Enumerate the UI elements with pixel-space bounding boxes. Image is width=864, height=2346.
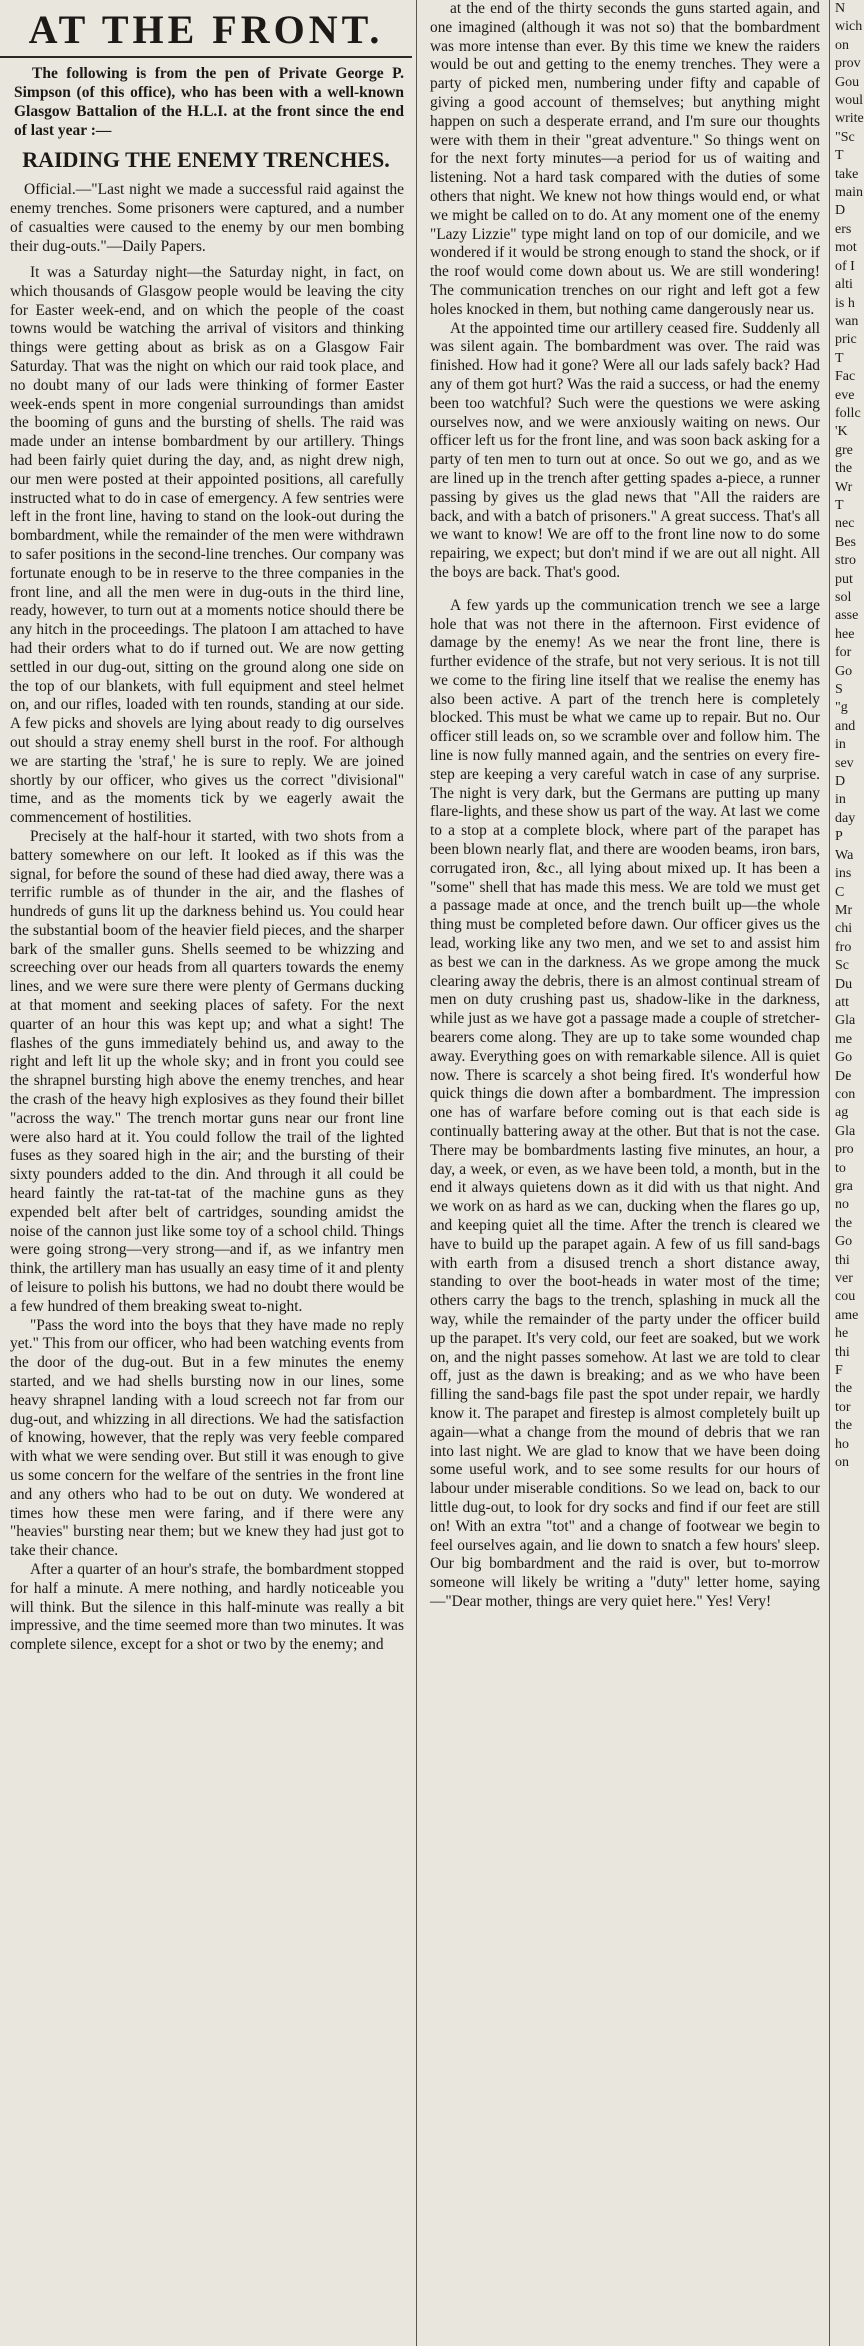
clipped-neighbour-text: T bbox=[835, 350, 844, 366]
clipped-neighbour-text: on bbox=[835, 37, 849, 53]
clipped-neighbour-text: con bbox=[835, 1086, 856, 1102]
clipped-neighbour-text: ag bbox=[835, 1105, 849, 1121]
body-paragraph: A few yards up the communication trench we see a large hole that was not there in the afternoon. First evidence of damage by the enemy! As we near the front line, there is further evidence of the strafe, but not very serious. It is not till we come to the firing line itself that we realise the enemy has also been active. A part of the trench here is completely blocked. This must be what we came up to repair. But no. Our officer still leads on, so we scramble over and follow him. The line is now fully manned again, and the sentries on every fire-step are keeping a very careful watch in case of any surprise. The night is very dark, but the Germans are putting up many flare-lights, and these show us part of the way. At last we come to a stop at a complete block, where part of the parapet has been blown nearly flat, and there are wooden beams, iron bars, corrugated iron, &c., all lying about mixed up. It has been a "some" shell that has made this mess. We are told we must get a passage made at once, and the trench built up—the whole thing must be completed before dawn. Our officer gives us the lead, working like any two men, and we set to and assist him as best we can in the darkness. As we grope among the muck clearing away the debris, there is an almost continual stream of men on duty crushing past us, shadow-like in the darkness, while just as we have got a passage made a couple of stretcher-bearers come along. They are up to take some wounded chap away. Everything goes on with remarkable silence. All is quiet now. There is scarcely a shot being fired. It's wonderful how quick things die down after a bombardment. The impression one has of warfare before coming out is that each side is continually battering away at the other. But that is not the case. There may be bombardments lasting five minutes, an hour, a day, a week, or even, as we have been told, a month, but in the end it always quietens down as it did with us that night. And we work on as hard as we can, ducking when the flares go up, and keeping quiet all the time. After the trench is cleared we have to build up the parapet again. A few of us fill sand-bags with earth from a disused trench a short distance away, standing to over the boot-heads in water most of the time; others carry the bags to the trench, splashing in muck all the way, while the remainder of the party under the officer build up the parapet. It's very cold, our feet are soaked, but we work on, and the night passes somehow. At last we are told to clear off, just as the dawn is breaking; and as we who have been filling the sand-bags file past the spot under repair, we hardly know it. The parapet and firestep is almost completely built up again—what a change from the mound of debris that we ran into last night. We are glad to know that we have been doing some useful work, and to see some results for our hours of labour under miserable conditions. So we lead on, back to our little dug-out, to look for dry socks and find if our feet are still on! With an extra "tot" and a change of footwear we begin to feel ourselves again, and lie down to snatch a few hours' sleep. Our big bombardment and the raid is over, but to-morrow someone will likely be writing a "duty" letter home, saying—"Dear mother, things are very quiet here." Yes! Very! bbox=[430, 596, 820, 1610]
clipped-neighbour-text: take bbox=[835, 166, 859, 182]
clipped-neighbour-text: me bbox=[835, 1031, 853, 1047]
article-headline: RAIDING THE ENEMY TRENCHES. bbox=[22, 147, 390, 172]
official-quote: Official.—"Last night we made a successful raid against the enemy trenches. Some prisoners were captured, and a number of casualties were caused to the enemy by our men bombing their dug-outs."—Daily Papers. bbox=[10, 181, 404, 255]
column-rule bbox=[829, 0, 830, 2346]
clipped-neighbour-text: woul bbox=[835, 93, 863, 109]
article-column-1 bbox=[0, 0, 412, 1655]
clipped-neighbour-text: Gla bbox=[835, 1013, 856, 1029]
body-paragraph: At the appointed time our artillery ceased fire. Suddenly all was silent again. The bombardment was over. The raid was finished. How had it gone? Were all our lads safely back? Had any of them got hurt? Was the raid a success, or had the enemy been too watchful? Such were the questions we were asking ourselves now, and we were anxiously waiting on news. Our officer left us for the front line, and was soon back asking for a party of ten men to turn out at once. So out we go, and as we are lined up in the trench after getting spades a-piece, a runner passing by gives us the glad news that "All the raiders are back, and with a batch of prisoners." A great success. That's all we want to know! We are off to the front line now to do some repairing, we expect; but don't mind if we are out all night. All the boys are back. That's good. bbox=[430, 319, 820, 581]
clipped-neighbour-text: Gou bbox=[835, 74, 860, 90]
clipped-neighbour-text: thi bbox=[835, 1252, 850, 1268]
clipped-neighbour-text: in bbox=[835, 737, 846, 753]
clipped-neighbour-text: and bbox=[835, 718, 856, 734]
clipped-neighbour-text: "g bbox=[835, 700, 848, 716]
clipped-neighbour-text: Du bbox=[835, 976, 853, 992]
body-paragraph: "Pass the word into the boys that they have made no reply yet." This from our officer, who had been watching events from the door of the dug-out. But in a few minutes the enemy started, and we had shells bursting now in our lines, some heavy shrapnel landing with a loud screech not far from our dug-out, and whizzing in all directions. We had the satisfaction of knowing, however, that the reply was very feeble compared with what we were sending over. But still it was enough to give us some concern for the welfare of the sentries in the front line and any others who had to be out on duty. We wondered at times how these men were faring, and if there were any "heavies" bursting near them; but we knew they had just got to take their chance. bbox=[10, 1316, 404, 1560]
clipped-neighbour-text: write bbox=[835, 111, 864, 127]
clipped-neighbour-text: wich bbox=[835, 19, 863, 35]
intro-paragraph: The following is from the pen of Private George P. Simpson (of this office), who has been with a well-known Glasgow Battalion of the H.L.I. at the front since the end of last year :— bbox=[14, 65, 404, 139]
clipped-neighbour-text: tor bbox=[835, 1399, 851, 1415]
clipped-neighbour-text: ver bbox=[835, 1271, 853, 1287]
clipped-neighbour-text: Mr bbox=[835, 902, 853, 918]
clipped-neighbour-text: alti bbox=[835, 277, 853, 293]
clipped-neighbour-text: Sc bbox=[835, 958, 849, 974]
clipped-neighbour-text: main bbox=[835, 185, 863, 201]
title-rule bbox=[0, 56, 412, 58]
clipped-neighbour-text: 'K bbox=[835, 424, 848, 440]
clipped-neighbour-text: ame bbox=[835, 1307, 859, 1323]
clipped-neighbour-text: Wa bbox=[835, 847, 854, 863]
clipped-neighbour-text: Fac bbox=[835, 369, 856, 385]
clipped-neighbour-text: ins bbox=[835, 866, 852, 882]
clipped-neighbour-text: N bbox=[835, 1, 846, 16]
clipped-neighbour-text: Bes bbox=[835, 534, 856, 550]
clipped-neighbour-text: gre bbox=[835, 442, 853, 458]
clipped-neighbour-text: the bbox=[835, 461, 853, 477]
column-1-body bbox=[0, 264, 412, 1655]
clipped-neighbour-text: ers bbox=[835, 221, 852, 237]
column-rule bbox=[416, 0, 417, 2346]
clipped-neighbour-text: wan bbox=[835, 313, 859, 329]
article-column-2 bbox=[424, 0, 824, 1612]
clipped-neighbour-text: hee bbox=[835, 626, 855, 642]
clipped-neighbour-text: sol bbox=[835, 590, 852, 605]
column-2-lower-body bbox=[424, 597, 824, 1612]
right-edge-column bbox=[832, 0, 864, 1473]
clipped-neighbour-text: for bbox=[835, 645, 852, 661]
clipped-neighbour-text: Go bbox=[835, 663, 853, 679]
clipped-neighbour-text: Go bbox=[835, 1234, 853, 1250]
clipped-neighbour-text: of I bbox=[835, 258, 855, 274]
clipped-neighbour-text: nec bbox=[835, 516, 855, 532]
clipped-neighbour-text: prov bbox=[835, 56, 861, 72]
clipped-neighbour-text: is h bbox=[835, 295, 855, 311]
clipped-neighbour-text: day bbox=[835, 810, 856, 826]
body-paragraph: After a quarter of an hour's strafe, the bombardment stopped for half a minute. A mere nothing, and hardly noticeable you will think. But the silence in this half-minute was really a bit impressive, and the time seemed more than two minutes. It was complete silence, except for a shot or two by the enemy; and bbox=[10, 1560, 404, 1654]
clipped-neighbour-text: the bbox=[835, 1418, 853, 1434]
clipped-neighbour-text: fro bbox=[835, 939, 852, 955]
clipped-neighbour-text: follc bbox=[835, 405, 861, 421]
clipped-neighbour-text: pro bbox=[835, 1142, 854, 1158]
clipped-neighbour-text: on bbox=[835, 1455, 849, 1471]
clipped-neighbour-text: sev bbox=[835, 755, 854, 771]
clipped-neighbour-text: ho bbox=[835, 1436, 849, 1452]
clipped-neighbour-text: att bbox=[835, 994, 849, 1010]
clipped-neighbour-text: D bbox=[835, 203, 846, 219]
clipped-neighbour-text: S bbox=[835, 682, 843, 698]
clipped-neighbour-text: cou bbox=[835, 1289, 856, 1305]
clipped-neighbour-text: T bbox=[835, 148, 844, 164]
clipped-neighbour-text: P bbox=[835, 829, 843, 845]
clipped-neighbour-text: gra bbox=[835, 1179, 853, 1194]
clipped-neighbour-text: mot bbox=[835, 240, 857, 256]
clipped-neighbour-text: chi bbox=[835, 921, 853, 937]
clipped-neighbour-text: C bbox=[835, 884, 845, 900]
page-title: AT THE FRONT. bbox=[28, 7, 384, 52]
clipped-neighbour-text: thi bbox=[835, 1344, 850, 1360]
clipped-neighbour-text: Gla bbox=[835, 1123, 856, 1139]
clipped-neighbour-text: in bbox=[835, 792, 846, 808]
body-paragraph: Precisely at the half-hour it started, with two shots from a battery somewhere on our left. It looked as if this was the signal, for before the sound of these had died away, there was a terrific rumble as of thunder in the air, and the flashes of hundreds of guns lit up the darkness behind us. You could hear the substantial boom of the heavier field pieces, and the sharper bark of the smaller guns. Shells seemed to be whizzing and screeching over our heads from all quarters towards the enemy lines, and we were sure there were plenty of Germans ducking at that moment and seeking places of safety. For the next quarter of an hour this was kept up; and what a sight! The flashes of the guns immediately behind us, and away to the right and left lit up the whole sky; and in front you could see the shrapnel bursting high above the enemy trenches, and hear the crash of the heavy high explosives as they found their billet "across the way." The trench mortar guns near our front line were also hard at it. You could follow the trail of the lighted fuses as they soared high in the air; and the bursting of their sixty pounders added to the din. And through it all could be heard faintly the rat-tat-tat of the machine guns as they expended belt after belt of cartridges, sounding amidst the noise of the cannon just like some toy of a school child. Things were going strong—very strong—and if, as we infantry men think, the artillery man has usually an easy time of it and plenty of leisure to polish his buttons, we had no doubt there would be a few hundred of them breaking sweat to-night. bbox=[10, 827, 404, 1315]
clipped-neighbour-text: pric bbox=[835, 332, 857, 348]
clipped-neighbour-text: he bbox=[835, 1326, 849, 1342]
clipped-neighbour-text: Wr bbox=[835, 479, 853, 495]
clipped-neighbour-text: stro bbox=[835, 553, 856, 569]
section-gap bbox=[424, 583, 824, 597]
clipped-neighbour-text: asse bbox=[835, 608, 859, 624]
body-paragraph: at the end of the thirty seconds the guns started again, and one imagined (although it was not so) that the bombardment was more intense than ever. By this time we knew the raiders would be out and getting to the enemy trenches. They were a party of picked men, numbering under fifty and capable of giving a good account of themselves; but anything might happen on such a desperate errand, and I'm sure our thoughts were with them in their "great adventure." So things went on for the next forty minutes—a period for us of waiting and listening. Not a hard task compared with the duties of some others that night. We knew not how things would end, or what we might be called on to do. At any moment one of the enemy "Lazy Lizzie" type might land on top of our domicile, and we wondered if it would be strong enough to stand the shock, or if the roof would come down about us. We are still wondering! The communication trenches on our right and left got a few holes knocked in them, but nothing came dangerously near us. bbox=[430, 0, 820, 318]
body-paragraph: It was a Saturday night—the Saturday night, in fact, on which thousands of Glasgow people would be leaving the city for Easter week-end, and on which the people of the coast towns would be watching the arrival of visitors and thinking things were getting about as brisk as on a Glasgow Fair Saturday. That was the night on which our raid took place, and no doubt many of our lads were thinking of former Easter week-ends spent in more congenial surroundings than amidst the booming of guns and the bursting of shells. The raid was made under an intense bombardment by our artillery. Things had been fairly quiet during the day, and, as night drew nigh, our men were posted at their appointed positions, all carefully instructed what to do in case of emergency. A few sentries were left in the front line, having to stand on the look-out during the bombardment, while the remainder of the men were withdrawn to safer positions in the second-line trenches. Our company was fortunate enough to be in reserve to the three companies in the front line, and all the men were in dug-outs in the third line, ready, however, to turn out at a moments notice should there be any hitch in the proceedings. The platoon I am attached to have had their orders what to do if turned out. We are now getting settled in our dug-out, sitting on the ground along one side on the top of our blankets, with full equipment and steel helmet on, and our rifles, loaded with ten rounds, standing at our side. A few picks and shovels are lying about ready to dig ourselves out should a stray enemy shell burst in the roof. For although we are starting the 'straf,' he is sure to reply. We are joined shortly by our officer, who gives us the correct "divisional" time, and as the moments tick by we eagerly await the commencement of hostilities. bbox=[10, 264, 404, 827]
clipped-neighbour-text: F bbox=[835, 1363, 843, 1379]
clipped-neighbour-text: the bbox=[835, 1381, 853, 1397]
clipped-neighbour-text: "Sc bbox=[835, 129, 855, 145]
clipped-neighbour-text: T bbox=[835, 497, 844, 513]
clipped-neighbour-text: eve bbox=[835, 387, 855, 403]
clipped-neighbour-text: Go bbox=[835, 1050, 853, 1066]
clipped-neighbour-text: the bbox=[835, 1215, 853, 1231]
clipped-neighbour-text: no bbox=[835, 1197, 849, 1213]
clipped-neighbour-text: put bbox=[835, 571, 853, 587]
clipped-neighbour-text: De bbox=[835, 1068, 852, 1084]
clipped-neighbour-text: D bbox=[835, 774, 846, 790]
clipped-neighbour-text: to bbox=[835, 1160, 846, 1176]
column-2-upper-body bbox=[424, 0, 824, 583]
